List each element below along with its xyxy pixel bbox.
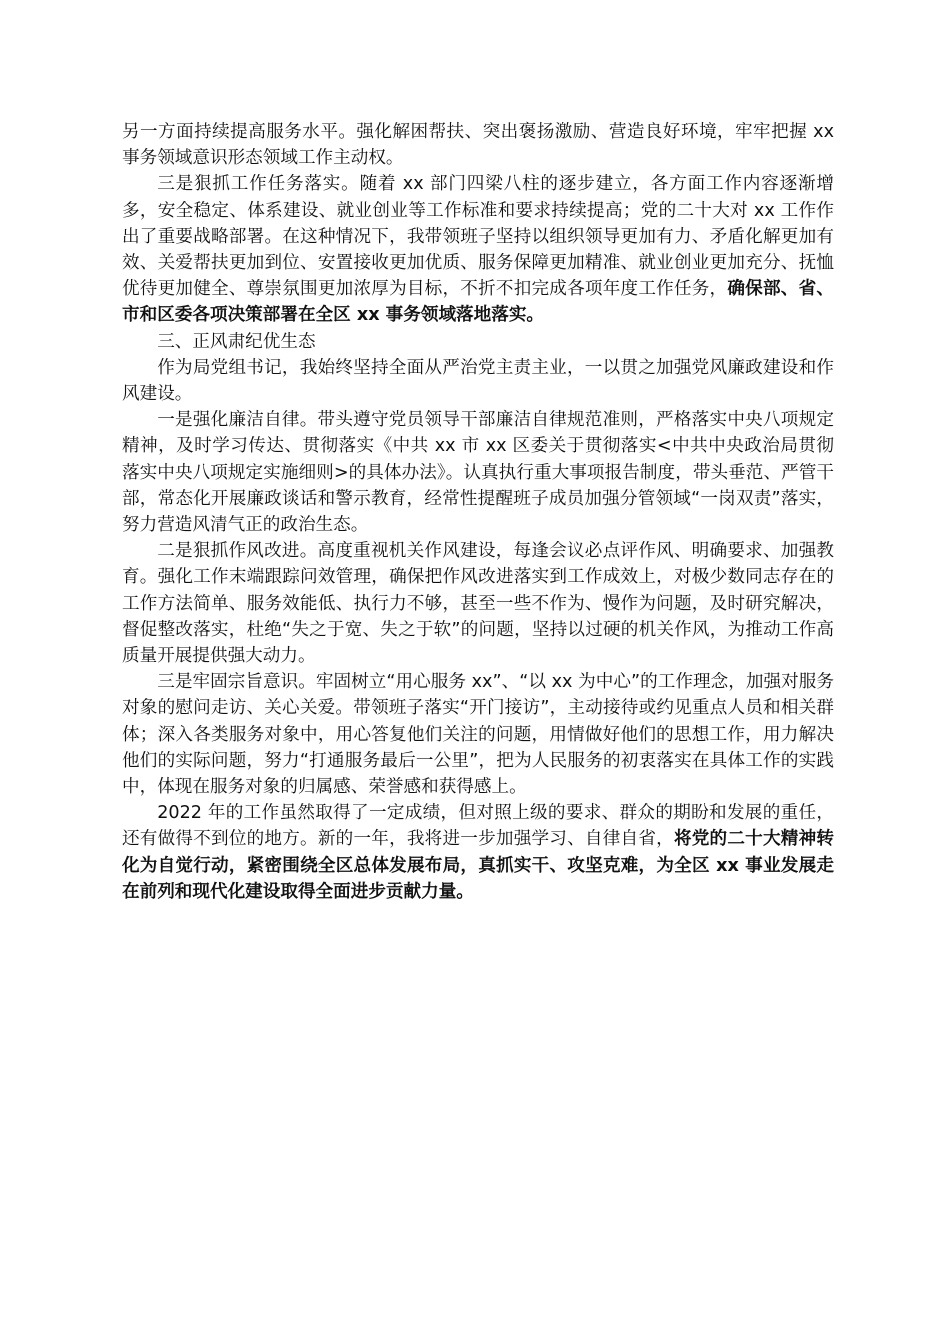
paragraph-2-text: 三是狠抓工作任务落实。随着 xx 部门四梁八柱的逐步建立，各方面工作内容逐渐增多，安全稳定、体系建设、就业创业等工作标准和要求持续提高；党的二十大对 xx 工作作出了重要战略部署。在这种情况下，我带领班子坚持以组织领导更加有力、矛盾化解更加有效、关爱帮扶更加到位、安置接收更加优质、服务保障更加精准、就业创业更加充分、抚恤优待更加健全、尊崇氛围更加浓厚为目标，不折不扣完成各项年度工作任务， — [122, 174, 834, 300]
paragraph-3-text: 作为局党组书记，我始终坚持全面从严治党主责主业，一以贯之加强党风廉政建设和作风建设。 — [122, 357, 834, 405]
document-body — [122, 119, 834, 905]
section-heading — [122, 329, 834, 355]
section-heading-text: 三、正风肃纪优生态 — [157, 331, 316, 352]
paragraph-6-text: 三是牢固宗旨意识。牢固树立“用心服务 xx”、“以 xx 为中心”的工作理念，加强对服务对象的慰问走访、关心关爱。带领班子落实“开门接访”，主动接待或约见重点人员和相关群体；深入各类服务对象中，用心答复他们关注的问题，用情做好他们的思想工作，用力解决他们的实际问题，努力“打通服务最后一公里”，把为人民服务的初衷落实在具体工作的实践中，体现在服务对象的归属感、荣誉感和获得感上。 — [122, 672, 834, 798]
paragraph-2-bold-text: 确保部、省、市和区委各项决策部署在全区 xx 事务领域落地落实。 — [122, 279, 834, 326]
paragraph-5-text: 二是狠抓作风改进。高度重视机关作风建设，每逢会议必点评作风、明确要求、加强教育。强化工作末端跟踪问效管理，确保把作风改进落实到工作成效上，对极少数同志存在的工作方法简单、服务效能低、执行力不够，甚至一些不作为、慢作为问题，及时研究解决，督促整改落实，杜绝“失之于宽、失之于软”的问题，坚持以过硬的机关作风，为推动工作高质量开展提供强大动力。 — [122, 541, 834, 667]
paragraph-3 — [122, 355, 834, 407]
paragraph-5 — [122, 538, 834, 669]
paragraph-6 — [122, 669, 834, 800]
paragraph-1-text: 另一方面持续提高服务水平。强化解困帮扶、突出褒扬激励、营造良好环境，牢牢把握 xx 事务领域意识形态领域工作主动权。 — [122, 122, 834, 169]
paragraph-7 — [122, 800, 834, 905]
paragraph-4-text: 一是强化廉洁自律。带头遵守党员领导干部廉洁自律规范准则，严格落实中央八项规定精神，及时学习传达、贯彻落实《中共 xx 市 xx 区委关于贯彻落实<中共中央政治局贯彻落实中央八项规定实施细则>的具体办法》。认真执行重大事项报告制度，带头垂范、严管干部，常态化开展廉政谈话和警示教育，经常性提醒班子成员加强分管领域“一岗双责”落实，努力营造风清气正的政治生态。 — [122, 410, 834, 536]
paragraph-4 — [122, 407, 834, 538]
paragraph-1 — [122, 119, 834, 171]
paragraph-2 — [122, 171, 834, 328]
paragraph-7-bold-text: 将党的二十大精神转化为自觉行动，紧密围绕全区总体发展布局，真抓实干、攻坚克难，为全区 xx 事业发展走在前列和现代化建设取得全面进步贡献力量。 — [122, 829, 834, 902]
paragraph-7-text: 2022 年的工作虽然取得了一定成绩，但对照上级的要求、群众的期盼和发展的重任，还有做得不到位的地方。新的一年，我将进一步加强学习、自律自省， — [122, 803, 834, 850]
